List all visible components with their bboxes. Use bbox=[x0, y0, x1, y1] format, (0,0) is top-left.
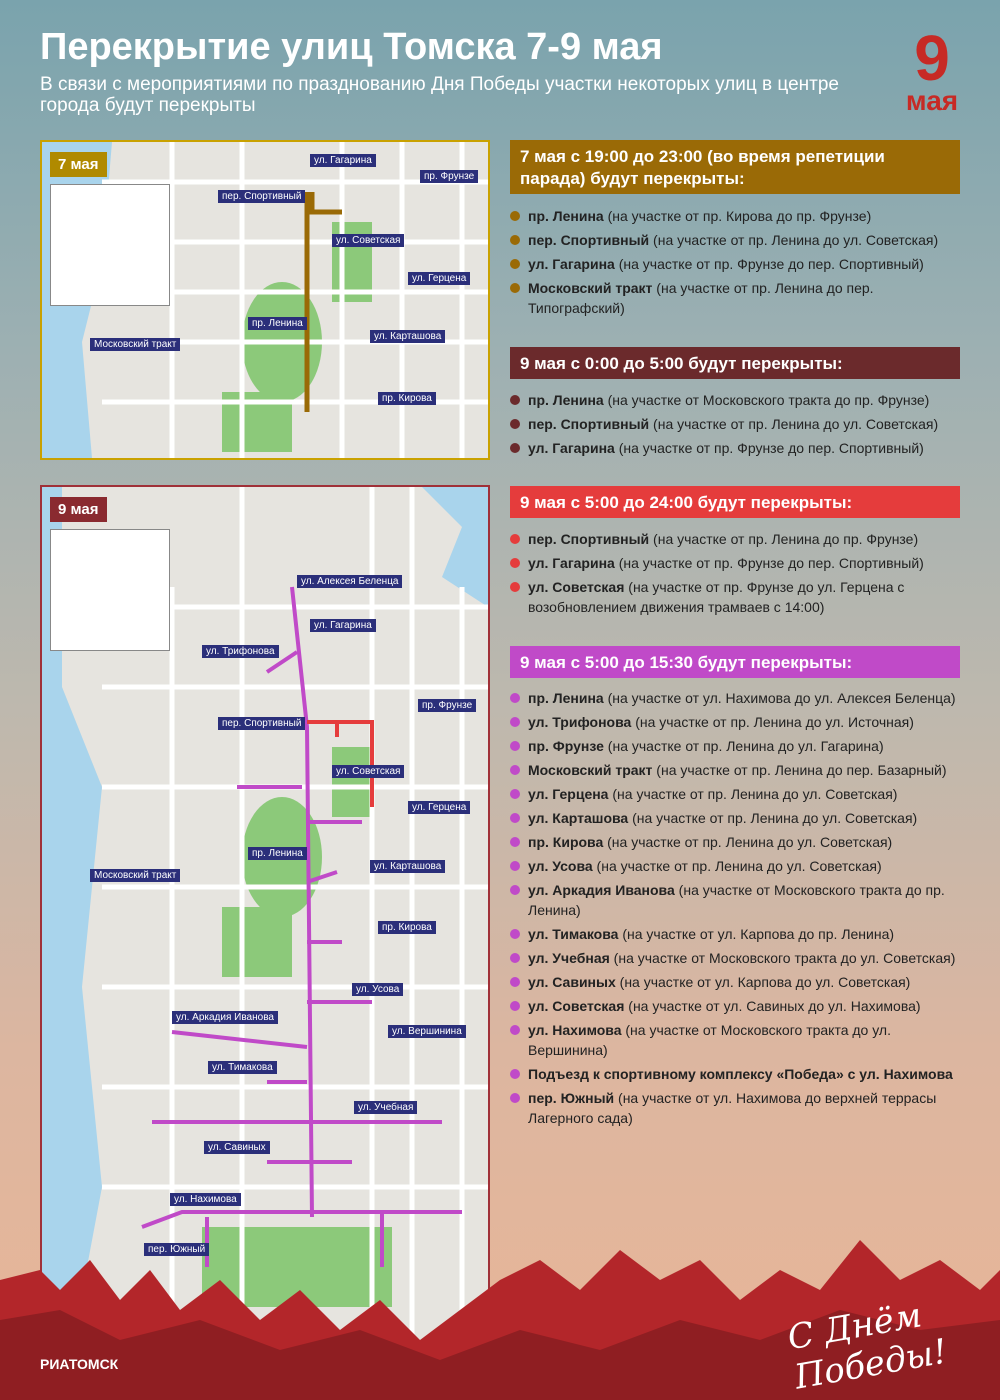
closure-list-may9-night bbox=[510, 390, 970, 462]
bullet-dot-icon bbox=[510, 582, 520, 592]
closure-street: пер. Южный bbox=[528, 1090, 615, 1106]
bullet-dot-icon bbox=[510, 211, 520, 221]
bullet-dot-icon bbox=[510, 1025, 520, 1035]
street-label: пр. Ленина bbox=[248, 317, 307, 330]
street-label: ул. Трифонова bbox=[202, 645, 279, 658]
closure-street: Московский тракт bbox=[528, 762, 653, 778]
street-label: ул. Карташова bbox=[370, 330, 445, 343]
section-heading-may7: 7 мая с 19:00 до 23:00 (во время репетиции парада) будут перекрыты: bbox=[510, 140, 960, 194]
closure-desc: (на участке от пр. Ленина до пер. Типографский) bbox=[528, 280, 874, 316]
closure-desc: (на участке от пр. Ленина до ул. Советская) bbox=[632, 810, 918, 826]
bullet-dot-icon bbox=[510, 395, 520, 405]
closure-desc: (на участке от пр. Ленина до ул. Советская) bbox=[607, 834, 893, 850]
closure-item bbox=[510, 832, 970, 852]
closure-street: пер. Спортивный bbox=[528, 531, 650, 547]
closure-desc: (на участке от пр. Фрунзе до пер. Спортивный) bbox=[618, 256, 924, 272]
bullet-dot-icon bbox=[510, 283, 520, 293]
closure-item bbox=[510, 996, 970, 1016]
closure-item bbox=[510, 414, 970, 434]
closure-item bbox=[510, 924, 970, 944]
closure-street: ул. Трифонова bbox=[528, 714, 632, 730]
street-label: ул. Учебная bbox=[354, 1101, 417, 1114]
closure-street: ул. Учебная bbox=[528, 950, 610, 966]
closure-item bbox=[510, 553, 970, 573]
closure-item bbox=[510, 206, 970, 226]
closure-street: ул. Аркадия Иванова bbox=[528, 882, 675, 898]
closure-desc: (на участке от пр. Ленина до ул. Источная) bbox=[635, 714, 914, 730]
closure-desc: (на участке от пр. Ленина до ул. Советская) bbox=[612, 786, 898, 802]
section-heading-may9-night: 9 мая с 0:00 до 5:00 будут перекрыты: bbox=[510, 347, 960, 379]
map-may-9-overview bbox=[50, 529, 170, 651]
street-label: ул. Герцена bbox=[408, 272, 470, 285]
street-label: ул. Вершинина bbox=[388, 1025, 466, 1038]
closure-item bbox=[510, 1064, 970, 1084]
bullet-dot-icon bbox=[510, 885, 520, 895]
closure-street: ул. Герцена bbox=[528, 786, 609, 802]
closure-item bbox=[510, 1088, 970, 1128]
closure-street: ул. Нахимова bbox=[528, 1022, 622, 1038]
closure-street: пр. Ленина bbox=[528, 392, 604, 408]
closure-desc: (на участке от пр. Фрунзе до ул. Герцена с возобновлением движения трамваев с 14:00) bbox=[528, 579, 905, 615]
street-label: ул. Алексея Беленца bbox=[297, 575, 402, 588]
closure-desc: (на участке от Московского тракта до пр. Фрунзе) bbox=[607, 392, 930, 408]
page-title: Перекрытие улиц Томска 7-9 мая bbox=[40, 26, 663, 68]
closure-desc: (на участке от Московского тракта до ул. Советская) bbox=[613, 950, 956, 966]
closure-item bbox=[510, 230, 970, 250]
bullet-dot-icon bbox=[510, 259, 520, 269]
bullet-dot-icon bbox=[510, 1069, 520, 1079]
bullet-dot-icon bbox=[510, 717, 520, 727]
closure-street: Подъезд к спортивному комплексу «Победа» с ул. Нахимова bbox=[528, 1066, 953, 1082]
street-label: пр. Кирова bbox=[378, 392, 436, 405]
closure-desc: (на участке от ул. Карпова до пр. Ленина) bbox=[622, 926, 895, 942]
closure-street: пр. Ленина bbox=[528, 208, 604, 224]
page-subtitle: В связи с мероприятиями по празднованию Дня Победы участки некоторых улиц в центре города будут перекрыты bbox=[40, 74, 839, 116]
closure-item bbox=[510, 948, 970, 968]
bullet-dot-icon bbox=[510, 953, 520, 963]
closure-desc: (на участке от пр. Ленина до пер. Базарный) bbox=[656, 762, 947, 778]
closure-street: пр. Кирова bbox=[528, 834, 604, 850]
closure-desc: (на участке от пр. Кирова до пр. Фрунзе) bbox=[607, 208, 872, 224]
bullet-dot-icon bbox=[510, 1001, 520, 1011]
closure-desc: (на участке от Московского тракта до пр. Ленина) bbox=[528, 882, 945, 918]
street-label: пр. Ленина bbox=[248, 847, 307, 860]
closure-desc: (на участке от пр. Фрунзе до пер. Спортивный) bbox=[618, 440, 924, 456]
closure-desc: (на участке от пр. Ленина до пр. Фрунзе) bbox=[653, 531, 919, 547]
closure-desc: (на участке от ул. Савиных до ул. Нахимова) bbox=[628, 998, 921, 1014]
closure-desc: (на участке от пр. Ленина до ул. Советская) bbox=[653, 232, 939, 248]
street-label: ул. Советская bbox=[332, 234, 404, 247]
closure-desc: (на участке от пр. Ленина до ул. Советская) bbox=[653, 416, 939, 432]
street-label: ул. Савиных bbox=[204, 1141, 270, 1154]
ria-tomsk-logo: РИАТОМСК bbox=[40, 1356, 119, 1372]
bullet-dot-icon bbox=[510, 419, 520, 429]
closure-item bbox=[510, 278, 970, 318]
street-label: ул. Усова bbox=[352, 983, 403, 996]
closure-street: ул. Гагарина bbox=[528, 440, 615, 456]
bullet-dot-icon bbox=[510, 861, 520, 871]
street-label: ул. Карташова bbox=[370, 860, 445, 873]
closure-item bbox=[510, 784, 970, 804]
closure-desc: (на участке от ул. Нахимова до ул. Алексея Беленца) bbox=[607, 690, 956, 706]
closure-item bbox=[510, 760, 970, 780]
street-label: ул. Советская bbox=[332, 765, 404, 778]
closure-item bbox=[510, 736, 970, 756]
closure-item bbox=[510, 1020, 970, 1060]
closure-street: Московский тракт bbox=[528, 280, 653, 296]
closure-desc: (на участке от пр. Ленина до ул. Советская) bbox=[596, 858, 882, 874]
closure-desc: (на участке от пр. Ленина до ул. Гагарина) bbox=[607, 738, 884, 754]
bullet-dot-icon bbox=[510, 929, 520, 939]
closure-desc: (на участке от ул. Карпова до ул. Советская) bbox=[619, 974, 911, 990]
closure-street: ул. Гагарина bbox=[528, 555, 615, 571]
closure-street: пер. Спортивный bbox=[528, 416, 650, 432]
victory-day-badge bbox=[892, 22, 972, 116]
street-label: ул. Гагарина bbox=[310, 619, 376, 632]
bullet-dot-icon bbox=[510, 1093, 520, 1103]
closure-street: ул. Советская bbox=[528, 579, 625, 595]
bullet-dot-icon bbox=[510, 789, 520, 799]
closure-street: ул. Савиных bbox=[528, 974, 616, 990]
closure-item bbox=[510, 254, 970, 274]
closure-street: ул. Карташова bbox=[528, 810, 629, 826]
bullet-dot-icon bbox=[510, 443, 520, 453]
closure-item bbox=[510, 712, 970, 732]
bullet-dot-icon bbox=[510, 765, 520, 775]
closure-item bbox=[510, 390, 970, 410]
street-label: пр. Фрунзе bbox=[420, 170, 478, 183]
map-may-7-overview bbox=[50, 184, 170, 306]
closure-street: пр. Фрунзе bbox=[528, 738, 604, 754]
bullet-dot-icon bbox=[510, 235, 520, 245]
closure-item bbox=[510, 688, 970, 708]
street-label: пр. Фрунзе bbox=[418, 699, 476, 712]
street-label: Московский тракт bbox=[90, 338, 180, 351]
closure-item bbox=[510, 856, 970, 876]
bullet-dot-icon bbox=[510, 558, 520, 568]
closure-street: пр. Ленина bbox=[528, 690, 604, 706]
closure-list-may9-day bbox=[510, 529, 970, 621]
bullet-dot-icon bbox=[510, 813, 520, 823]
closure-desc: (на участке от Московского тракта до ул. Вершинина) bbox=[528, 1022, 891, 1058]
closure-item bbox=[510, 529, 970, 549]
closure-street: ул. Советская bbox=[528, 998, 625, 1014]
map-may-7-tag: 7 мая bbox=[50, 152, 107, 177]
street-label: ул. Тимакова bbox=[208, 1061, 277, 1074]
closure-street: ул. Усова bbox=[528, 858, 593, 874]
street-label: пер. Спортивный bbox=[218, 717, 305, 730]
closure-street: пер. Спортивный bbox=[528, 232, 650, 248]
bullet-dot-icon bbox=[510, 741, 520, 751]
closure-item bbox=[510, 577, 970, 617]
closure-list-may7 bbox=[510, 206, 970, 322]
bullet-dot-icon bbox=[510, 693, 520, 703]
street-label: Московский тракт bbox=[90, 869, 180, 882]
closure-street: ул. Гагарина bbox=[528, 256, 615, 272]
closure-item bbox=[510, 880, 970, 920]
closure-street: ул. Тимакова bbox=[528, 926, 619, 942]
section-heading-may9-morning: 9 мая с 5:00 до 15:30 будут перекрыты: bbox=[510, 646, 960, 678]
map-may-7 bbox=[40, 140, 490, 460]
street-label: ул. Герцена bbox=[408, 801, 470, 814]
map-may-9-tag: 9 мая bbox=[50, 497, 107, 522]
bullet-dot-icon bbox=[510, 837, 520, 847]
bullet-dot-icon bbox=[510, 977, 520, 987]
map-may-9 bbox=[40, 485, 490, 1349]
street-label: пр. Кирова bbox=[378, 921, 436, 934]
section-heading-may9-day: 9 мая с 5:00 до 24:00 будут перекрыты: bbox=[510, 486, 960, 518]
victory-day-greeting: С Днём Победы! bbox=[784, 1295, 951, 1398]
closure-item bbox=[510, 972, 970, 992]
street-label: пер. Спортивный bbox=[218, 190, 305, 203]
badge-number: 9 bbox=[914, 22, 950, 94]
closure-item bbox=[510, 808, 970, 828]
closure-item bbox=[510, 438, 970, 458]
closure-desc: (на участке от пр. Фрунзе до пер. Спортивный) bbox=[618, 555, 924, 571]
badge-word: мая bbox=[905, 85, 959, 116]
street-label: ул. Нахимова bbox=[170, 1193, 241, 1206]
closure-list-may9-morning bbox=[510, 688, 970, 1132]
street-label: ул. Гагарина bbox=[310, 154, 376, 167]
street-label: пер. Южный bbox=[144, 1243, 209, 1256]
bullet-dot-icon bbox=[510, 534, 520, 544]
street-label: ул. Аркадия Иванова bbox=[172, 1011, 278, 1024]
closure-desc: (на участке от ул. Нахимова до верхней террасы Лагерного сада) bbox=[528, 1090, 937, 1126]
